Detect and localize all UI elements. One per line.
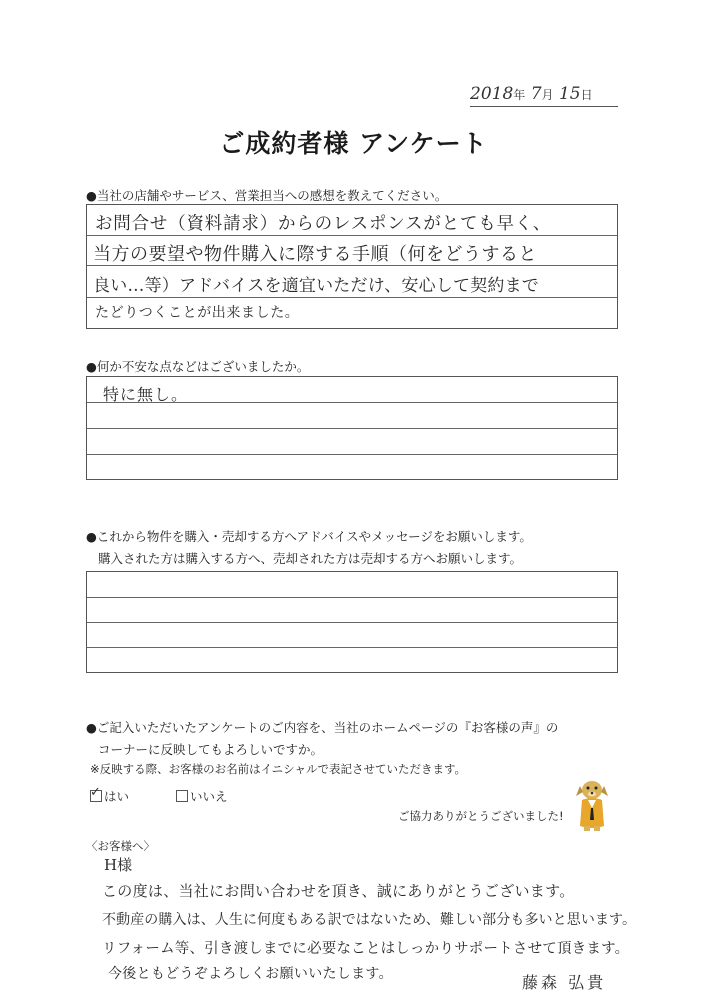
reply-signature: 藤森 弘貴	[522, 973, 607, 992]
dog-mascot-icon	[574, 776, 610, 832]
option-yes[interactable]: ✓はい	[90, 787, 129, 805]
reply-line: リフォーム等、引き渡しまでに必要なことはしっかりサポートさせて頂きます。	[102, 941, 630, 957]
publish-note: ※反映する際、お客様のお名前はイニシャルで表記させていただきます。	[90, 762, 467, 776]
answer-box-advice	[86, 571, 618, 673]
option-no[interactable]: いいえ	[176, 787, 228, 805]
reply-line: この度は、当社にお問い合わせを頂き、誠にありがとうございます。	[102, 882, 575, 900]
checkbox-yes[interactable]	[90, 790, 102, 802]
reply-line: 不動産の購入は、人生に何度もある訳ではないため、難しい部分も多いと思います。	[102, 912, 637, 928]
handwritten-answer-line: たどりつくことが出来ました。	[95, 305, 300, 321]
reply-line: 今後ともどうぞよろしくお願いいたします。	[108, 966, 393, 982]
page-title: ご成約者様 アンケート	[219, 129, 488, 158]
reply-customer-name: H様	[104, 856, 133, 874]
ruled-line	[87, 647, 617, 648]
ruled-line	[87, 597, 617, 598]
answer-box-impressions	[86, 204, 618, 329]
ruled-line	[87, 297, 617, 298]
date-underline	[470, 106, 618, 107]
answer-box-concerns	[86, 376, 618, 480]
checkbox-no[interactable]	[176, 790, 188, 802]
question-publish-cont: コーナーに反映してもよろしいですか。	[98, 742, 324, 757]
handwritten-answer-line: お問合せ（資料請求）からのレスポンスがとても早く、	[95, 214, 552, 234]
handwritten-answer-line: 当方の要望や物件購入に際する手順（何をどうすると	[93, 244, 537, 265]
question-publish: ●ご記入いただいたアンケートのご内容を、当社のホームページの『お客様の声』の	[86, 720, 559, 735]
reply-label: 〈お客様へ〉	[86, 839, 155, 853]
ruled-line	[87, 235, 617, 236]
question-advice-sub: 購入された方は購入する方へ、売却された方は売却する方へお願いします。	[98, 551, 523, 566]
ruled-line	[87, 454, 617, 455]
ruled-line	[87, 622, 617, 623]
question-advice: ●これから物件を購入・売却する方へアドバイスやメッセージをお願いします。	[86, 529, 532, 544]
handwritten-answer-line: 良い…等）アドバイスを適宜いただけ、安心して契約まで	[93, 276, 540, 296]
thanks-message: ご協力ありがとうございました!	[398, 809, 564, 823]
handwritten-answer-line: 特に無し。	[103, 385, 189, 404]
survey-date: 2018年 7月 15日	[470, 84, 593, 104]
ruled-line	[87, 428, 617, 429]
question-impressions: ●当社の店舗やサービス、営業担当への感想を教えてください。	[86, 188, 448, 203]
question-concerns: ●何か不安な点などはございましたか。	[86, 359, 310, 374]
